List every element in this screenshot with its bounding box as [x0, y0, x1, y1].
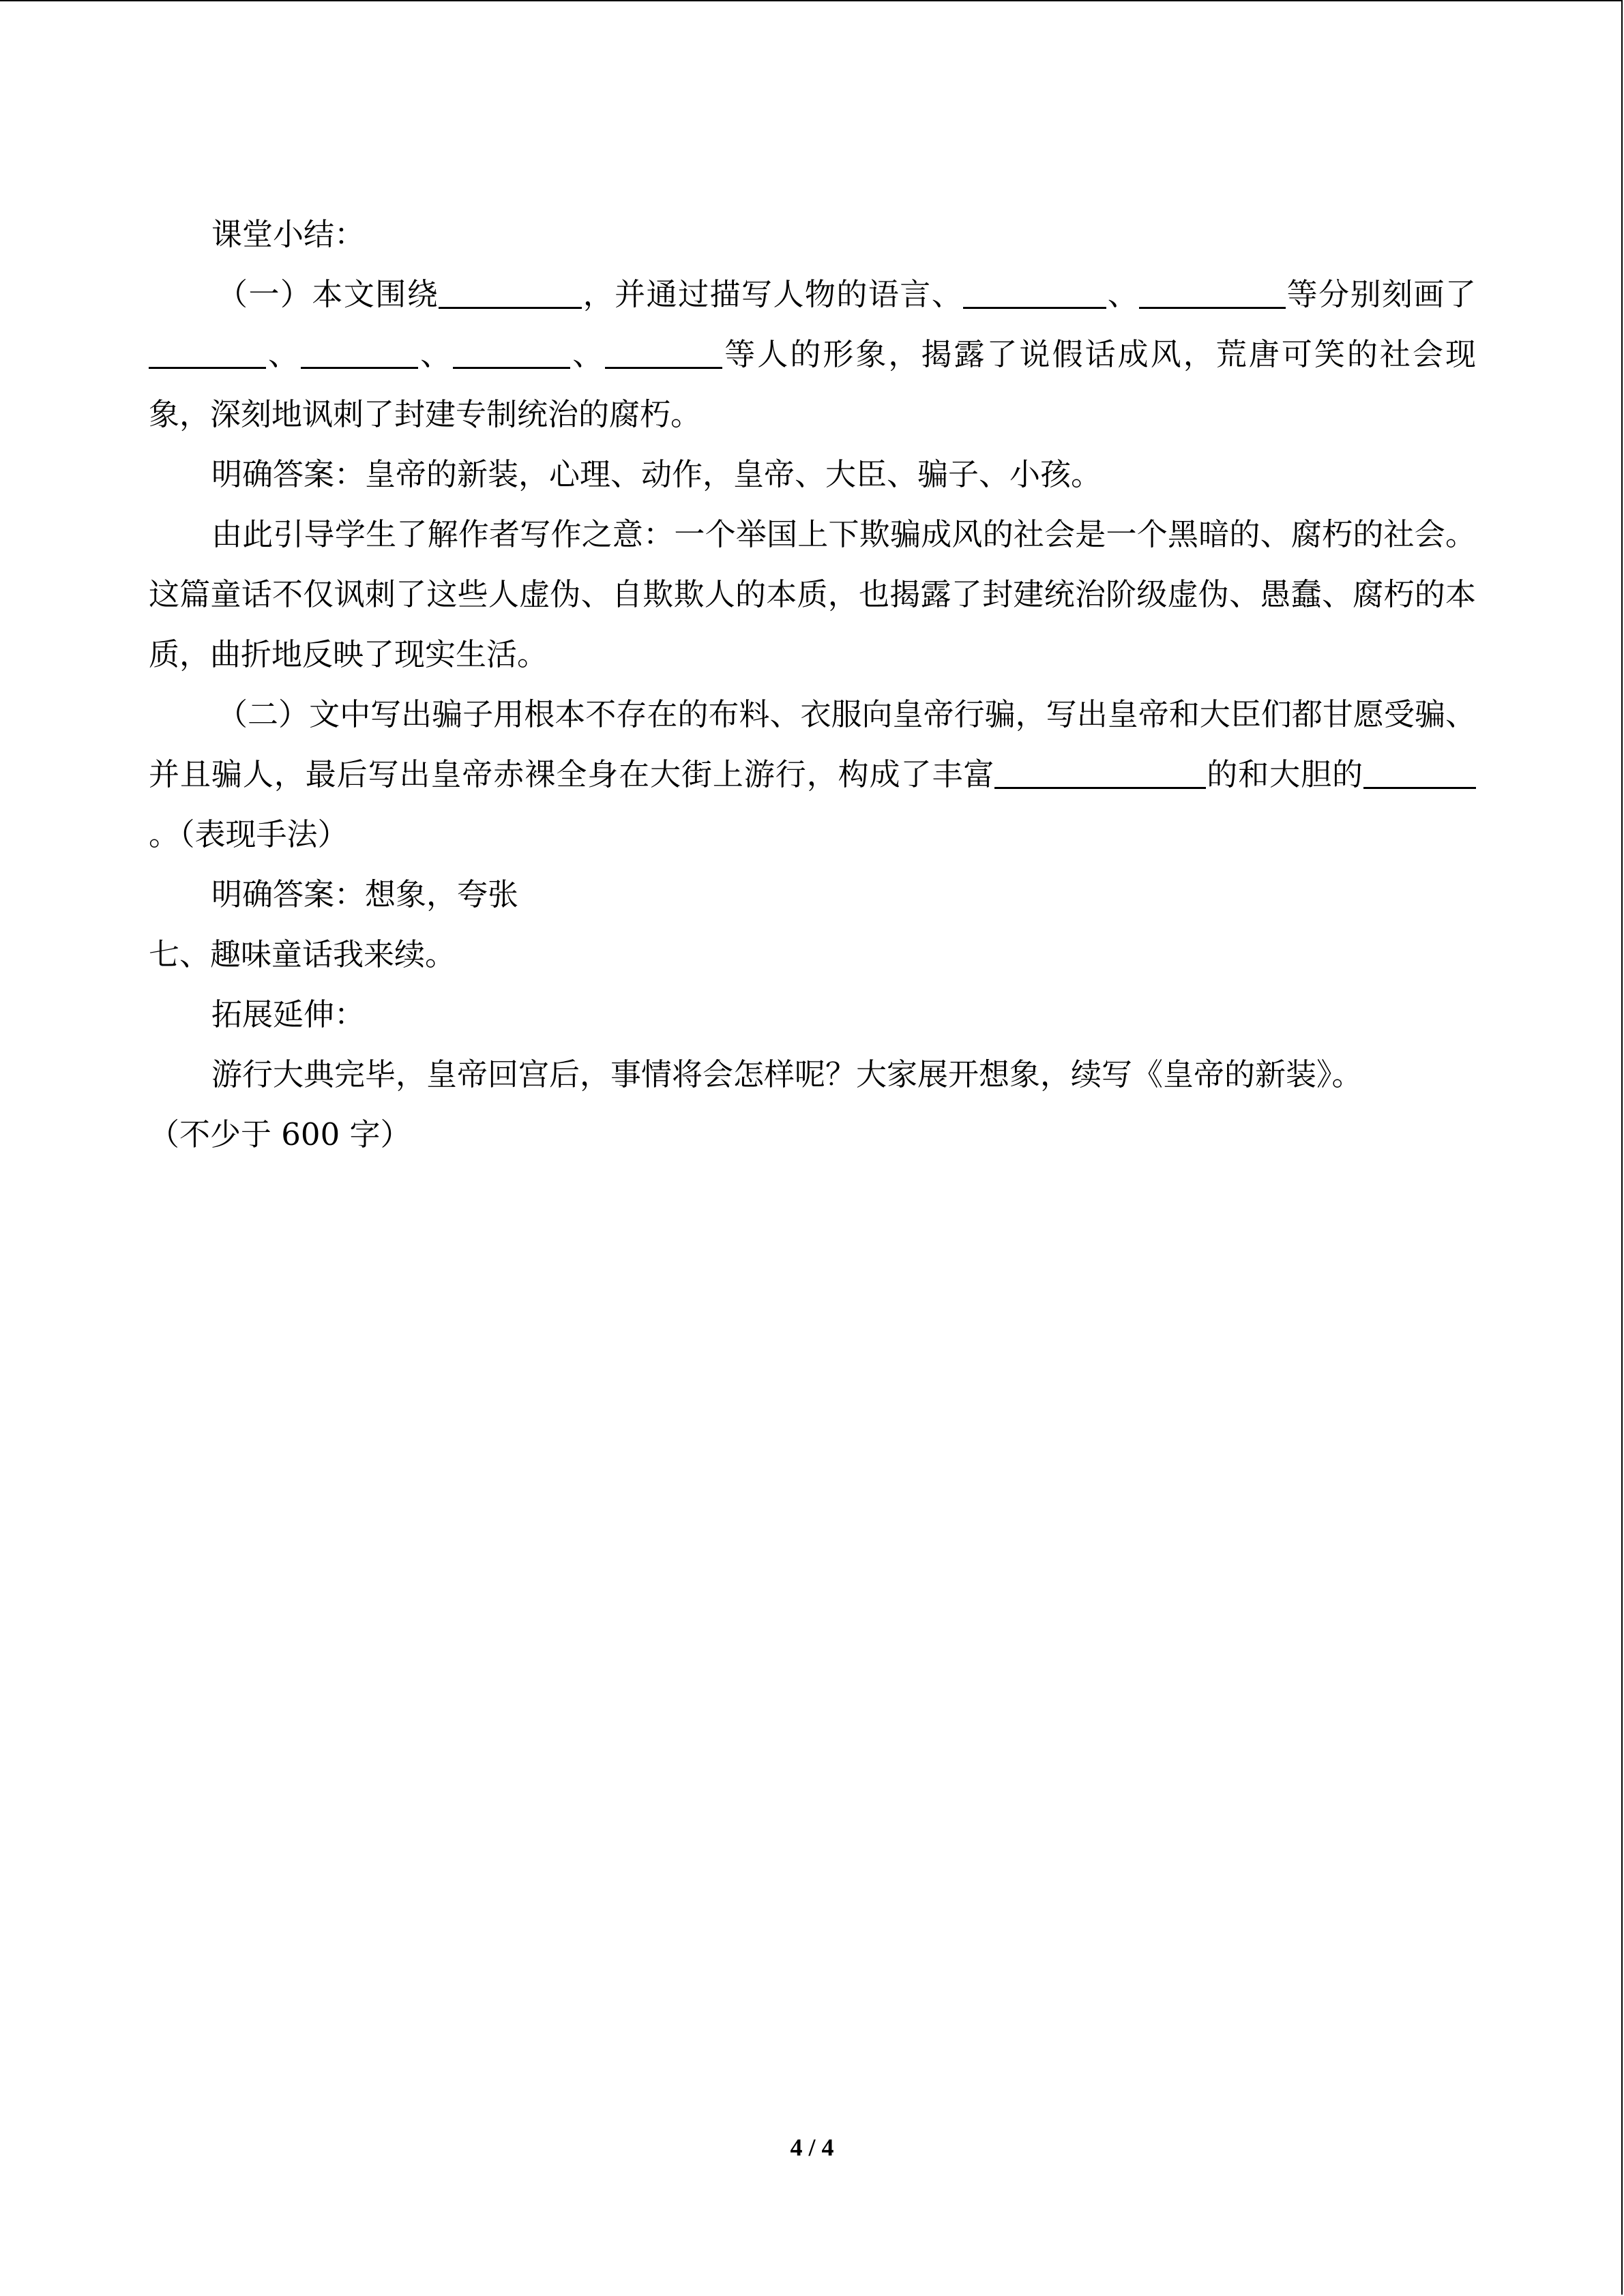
extend-text: 游行大典完毕，皇帝回宫后，事情将会怎样呢？大家展开想象，续写《皇帝的新装》。: [211, 1056, 1363, 1092]
blank-method-2: [1139, 278, 1286, 309]
blank-character-2: [301, 338, 418, 369]
p1-text-i: 等人的形象，揭露了说假话成风，荒唐可笑的社会现象，深刻地讽刺了封建专制统治的腐朽。: [149, 336, 1476, 432]
p1-text-c: 、: [1106, 276, 1140, 312]
blank-character-1: [149, 338, 266, 369]
summary-paragraph-1: [149, 265, 1476, 445]
p2-text-b: 的和大胆的: [1206, 756, 1363, 792]
blank-exaggeration: [1363, 758, 1476, 789]
answer-1: 明确答案：皇帝的新装，心理、动作，皇帝、大臣、骗子、小孩。: [211, 456, 1102, 492]
p2-text-a: （二）文中写出骗子用根本不存在的布料、衣服向皇帝行骗，写出皇帝和大臣们都甘愿受骗、并且骗人，最后写出皇帝赤裸全身在大街上游行，构成了丰富: [149, 696, 1476, 792]
section-7-heading: 七、趣味童话我来续。: [149, 936, 456, 972]
p1-text-b: ，并通过描写人物的语言、: [582, 276, 964, 312]
p1-text-e: 了: [1445, 276, 1476, 312]
p1-text-g: 、: [418, 336, 454, 372]
explanation-paragraph: 由此引导学生了解作者写作之意：一个举国上下欺骗成风的社会是一个黑暗的、腐朽的社会。这篇童话不仅讽刺了这些人虚伪、自欺欺人的本质，也揭露了封建统治阶级虚伪、愚蠢、腐朽的本质，曲折地反映了现实生活。: [149, 516, 1476, 672]
page-number: 4 / 4: [790, 2134, 834, 2161]
blank-character-4: [605, 338, 722, 369]
answer-2: 明确答案：想象，夸张: [211, 876, 519, 912]
p2-text-c: 。（表现手法）: [149, 816, 349, 852]
blank-character-3: [453, 338, 570, 369]
p1-text-h: 、: [570, 336, 606, 372]
summary-heading: 课堂小结：: [211, 216, 366, 252]
extend-note: （不少于 600 字）: [149, 1116, 411, 1152]
blank-method-1: [963, 278, 1106, 309]
p1-text-f: 、: [266, 336, 301, 372]
document-body: [149, 205, 1476, 1165]
p1-text-a: （一）本文围绕: [217, 276, 439, 312]
summary-paragraph-2: [149, 685, 1476, 865]
extend-heading: 拓展延伸：: [211, 996, 366, 1032]
blank-imagination: [994, 758, 1206, 789]
blank-theme: [439, 278, 582, 309]
p1-text-d: 等分别刻画: [1286, 276, 1445, 312]
